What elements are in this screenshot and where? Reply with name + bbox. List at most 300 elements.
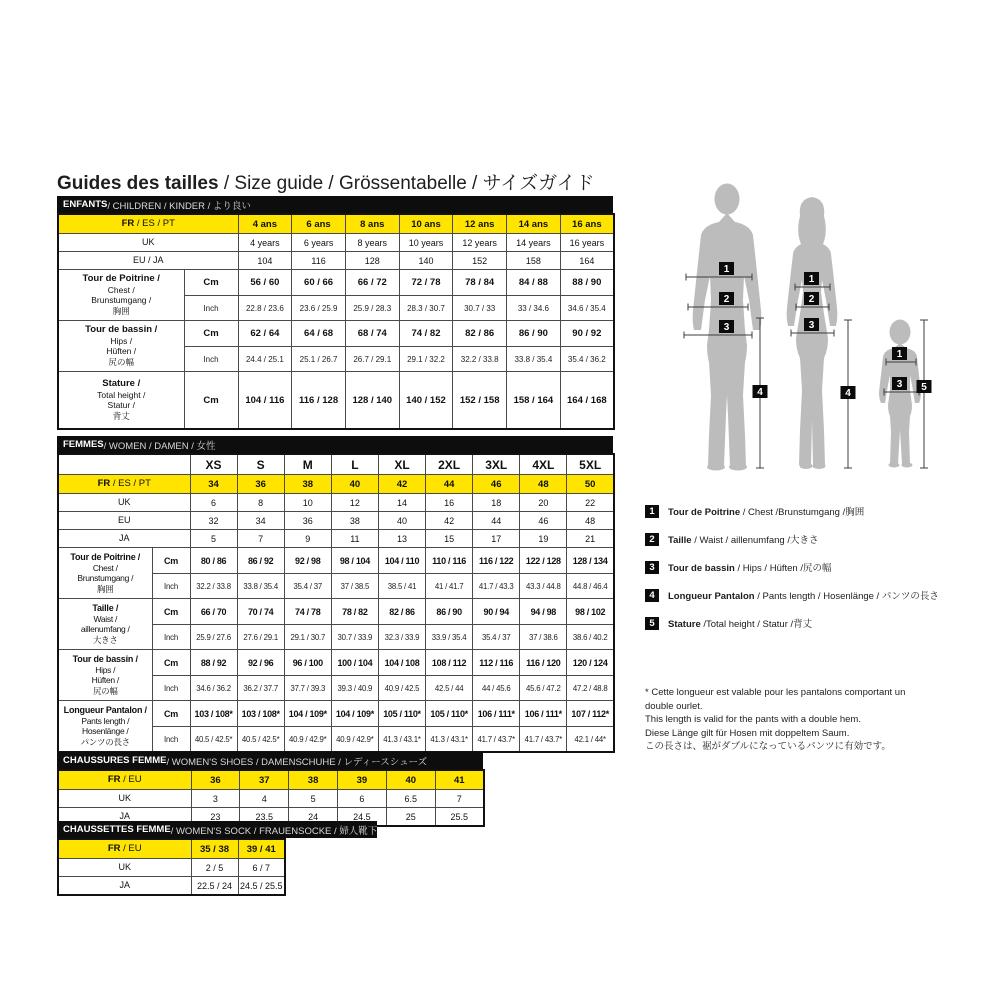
cell: 46: [520, 512, 567, 530]
cell: 41.3 / 43.1*: [426, 727, 473, 753]
marker-child-chest: [892, 347, 907, 360]
cell: 23.6 / 25.9: [292, 296, 346, 321]
cell: Inch: [152, 574, 190, 599]
women-shoes-table: [57, 769, 485, 827]
legend-number-badge: 5: [645, 617, 659, 630]
women-size-table-section: [57, 436, 615, 753]
cell: 103 / 108*: [237, 701, 284, 727]
cell: 66 / 70: [190, 599, 237, 625]
cell: 41 / 41.7: [426, 574, 473, 599]
cell: 7: [435, 790, 484, 808]
legend-item-stature: [645, 616, 975, 630]
cell: 38.6 / 40.2: [567, 625, 614, 650]
svg-text:5: 5: [921, 382, 927, 393]
cell: 72 / 78: [399, 270, 453, 296]
svg-text:1: 1: [723, 264, 730, 275]
cell: 25.9 / 27.6: [190, 625, 237, 650]
table-row: [58, 321, 614, 347]
cell: Tour de bassin / Hips / Hüften / 尻の幅: [58, 321, 184, 372]
cell: 36: [284, 512, 331, 530]
cell: 40.9 / 42.5: [378, 676, 425, 701]
cell: UK: [58, 790, 191, 808]
cell: 10 years: [399, 234, 453, 252]
cell: 24.5: [337, 808, 386, 827]
cell: 45.6 / 47.2: [520, 676, 567, 701]
cell: 78 / 84: [453, 270, 507, 296]
legend-number-badge: 1: [645, 505, 659, 518]
cell: 110 / 116: [426, 548, 473, 574]
cell: Cm: [184, 270, 238, 296]
cell: 100 / 104: [331, 650, 378, 676]
cell: 6: [190, 494, 237, 512]
cell: 13: [378, 530, 425, 548]
table-row: [58, 650, 614, 676]
footnote-line: Diese Länge gilt für Hosen mit doppeltem Saum.: [645, 727, 850, 739]
cell: [58, 454, 190, 475]
cell: 98 / 102: [567, 599, 614, 625]
cell: 34: [237, 512, 284, 530]
cell: 12: [331, 494, 378, 512]
table-row: [58, 877, 285, 896]
footnote-line: double ourlet.: [645, 700, 703, 712]
marker-woman-waist: [804, 292, 819, 305]
legend-item-pants-length: [645, 588, 975, 602]
cell: XS: [190, 454, 237, 475]
cell: 96 / 100: [284, 650, 331, 676]
cell: 29.1 / 30.7: [284, 625, 331, 650]
legend-item-waist: [645, 532, 975, 546]
cell: 4XL: [520, 454, 567, 475]
cell: 42.5 / 44: [426, 676, 473, 701]
cell: 25.5: [435, 808, 484, 827]
cell: 12 ans: [453, 214, 507, 234]
table-row: [58, 770, 484, 790]
cell: L: [331, 454, 378, 475]
cell: 44: [426, 475, 473, 494]
table-row: [58, 454, 614, 475]
svg-text:3: 3: [896, 379, 903, 390]
marker-man-hips: [719, 320, 734, 333]
cell: Cm: [184, 321, 238, 347]
children-table-title: ENFANTS: [63, 199, 108, 210]
cell: 116: [292, 252, 346, 270]
table-row: [58, 701, 614, 727]
legend-item-chest: [645, 504, 975, 518]
cell: 46: [473, 475, 520, 494]
cell: Inch: [152, 727, 190, 753]
marker-woman-chest: [804, 272, 819, 285]
cell: 24.5 / 25.5: [238, 877, 285, 896]
cell: 8: [237, 494, 284, 512]
table-row: [58, 494, 614, 512]
cell: 6 ans: [292, 214, 346, 234]
marker-man-waist: [719, 292, 734, 305]
cell: 33 / 34.6: [507, 296, 561, 321]
cell: 103 / 108*: [190, 701, 237, 727]
cell: 39.3 / 40.9: [331, 676, 378, 701]
cell: 94 / 98: [520, 599, 567, 625]
cell: 108 / 112: [426, 650, 473, 676]
cell: 36: [237, 475, 284, 494]
cell: JA: [58, 808, 191, 827]
cell: Cm: [152, 548, 190, 574]
cell: 6.5: [386, 790, 435, 808]
cell: 25.9 / 28.3: [345, 296, 399, 321]
cell: 21: [567, 530, 614, 548]
cell: Tour de bassin / Hips / Hüften / 尻の幅: [58, 650, 152, 701]
cell: Inch: [152, 676, 190, 701]
cell: 112 / 116: [473, 650, 520, 676]
cell: 86 / 92: [237, 548, 284, 574]
cell: 22.5 / 24: [191, 877, 238, 896]
cell: 40.9 / 42.9*: [284, 727, 331, 753]
cell: 7: [237, 530, 284, 548]
cell: 40: [378, 512, 425, 530]
cell: XL: [378, 454, 425, 475]
women-table-header: [57, 436, 613, 453]
cell: 37.7 / 39.3: [284, 676, 331, 701]
cell: 104 / 109*: [331, 701, 378, 727]
cell: 25: [386, 808, 435, 827]
cell: 104: [238, 252, 292, 270]
cell: 86 / 90: [426, 599, 473, 625]
women-shoes-table-section: [57, 752, 485, 827]
cell: 44 / 45.6: [473, 676, 520, 701]
cell: 2XL: [426, 454, 473, 475]
legend-number-badge: 4: [645, 589, 659, 602]
cell: 34.6 / 36.2: [190, 676, 237, 701]
cell: 44: [473, 512, 520, 530]
cell: 50: [567, 475, 614, 494]
page-title: [57, 168, 595, 195]
cell: 16 years: [560, 234, 614, 252]
cell: 14 years: [507, 234, 561, 252]
cell: 33.8 / 35.4: [507, 347, 561, 372]
cell: 40.9 / 42.9*: [331, 727, 378, 753]
cell: Cm: [184, 372, 238, 430]
cell: Longueur Pantalon / Pants length / Hosenlänge / パンツの長さ: [58, 701, 152, 753]
cell: 40.5 / 42.5*: [190, 727, 237, 753]
table-row: [58, 512, 614, 530]
svg-text:2: 2: [808, 294, 815, 305]
cell: 35.4 / 37: [473, 625, 520, 650]
cell: 38: [331, 512, 378, 530]
cell: 34: [190, 475, 237, 494]
cell: 27.6 / 29.1: [237, 625, 284, 650]
legend-number-badge: 2: [645, 533, 659, 546]
cell: 41.7 / 43.3: [473, 574, 520, 599]
cell: 38: [284, 475, 331, 494]
cell: 10: [284, 494, 331, 512]
table-row: [58, 548, 614, 574]
cell: 107 / 112*: [567, 701, 614, 727]
cell: 8 ans: [345, 214, 399, 234]
cell: 43.3 / 44.8: [520, 574, 567, 599]
table-row: [58, 372, 614, 430]
cell: JA: [58, 877, 191, 896]
cell: 82 / 86: [453, 321, 507, 347]
cell: 88 / 90: [560, 270, 614, 296]
cell: 42: [378, 475, 425, 494]
cell: 30.7 / 33.9: [331, 625, 378, 650]
cell: EU / JA: [58, 252, 238, 270]
table-row: [58, 839, 285, 859]
legend-label: Taille / Waist / aillenumfang /大きさ: [668, 535, 819, 546]
marker-man-chest: [719, 262, 734, 275]
cell: M: [284, 454, 331, 475]
page-title-main: Guides des tailles: [57, 173, 219, 194]
cell: 5XL: [567, 454, 614, 475]
table-row: [58, 599, 614, 625]
cell: 35.4 / 37: [284, 574, 331, 599]
cell: 5: [190, 530, 237, 548]
cell: 128 / 134: [567, 548, 614, 574]
page-title-rest: / Size guide / Grössentabelle / サイズガイド: [218, 173, 595, 194]
table-row: [58, 252, 614, 270]
cell: 122 / 128: [520, 548, 567, 574]
cell: FR / EU: [58, 839, 191, 859]
cell: 3: [191, 790, 240, 808]
cell: 42.1 / 44*: [567, 727, 614, 753]
cell: 37 / 38.6: [520, 625, 567, 650]
cell: 48: [520, 475, 567, 494]
cell: 33.9 / 35.4: [426, 625, 473, 650]
cell: 158 / 164: [507, 372, 561, 430]
cell: 22: [567, 494, 614, 512]
cell: 20: [520, 494, 567, 512]
marker-woman-hips: [804, 318, 819, 331]
cell: 33.8 / 35.4: [237, 574, 284, 599]
cell: 6: [337, 790, 386, 808]
cell: 152 / 158: [453, 372, 507, 430]
cell: 152: [453, 252, 507, 270]
women-socks-table-section: [57, 821, 377, 896]
cell: 37 / 38.5: [331, 574, 378, 599]
cell: 104 / 110: [378, 548, 425, 574]
cell: Cm: [152, 701, 190, 727]
child-silhouette: [879, 320, 921, 468]
women-table-title: FEMMES: [63, 439, 104, 450]
cell: 78 / 82: [331, 599, 378, 625]
women-socks-table-title: CHAUSSETTES FEMME: [63, 824, 171, 835]
svg-text:3: 3: [808, 320, 815, 331]
marker-woman-pants-length: [841, 386, 856, 399]
cell: 60 / 66: [292, 270, 346, 296]
legend-item-hips: [645, 560, 975, 574]
cell: 47.2 / 48.8: [567, 676, 614, 701]
footnote-line: この長さは、裾がダブルになっているパンツに有効です。: [645, 741, 891, 752]
cell: 25.1 / 26.7: [292, 347, 346, 372]
cell: EU: [58, 512, 190, 530]
cell: 22.8 / 23.6: [238, 296, 292, 321]
cell: S: [237, 454, 284, 475]
cell: 116 / 128: [292, 372, 346, 430]
cell: UK: [58, 859, 191, 877]
cell: Cm: [152, 599, 190, 625]
svg-text:3: 3: [723, 322, 730, 333]
svg-text:2: 2: [723, 294, 730, 305]
cell: 74 / 82: [399, 321, 453, 347]
cell: 19: [520, 530, 567, 548]
cell: 4 ans: [238, 214, 292, 234]
cell: 92 / 98: [284, 548, 331, 574]
cell: 14 ans: [507, 214, 561, 234]
cell: 35.4 / 36.2: [560, 347, 614, 372]
cell: 88 / 92: [190, 650, 237, 676]
cell: 64 / 68: [292, 321, 346, 347]
cell: 16 ans: [560, 214, 614, 234]
cell: 90 / 94: [473, 599, 520, 625]
cell: 68 / 74: [345, 321, 399, 347]
women-socks-table: [57, 838, 286, 896]
cell: 39: [337, 770, 386, 790]
legend-number-badge: 3: [645, 561, 659, 574]
cell: 164 / 168: [560, 372, 614, 430]
cell: Taille / Waist / aillenumfang / 大きさ: [58, 599, 152, 650]
cell: FR / ES / PT: [58, 475, 190, 494]
cell: 24.4 / 25.1: [238, 347, 292, 372]
legend-label: Tour de bassin / Hips / Hüften /尻の幅: [668, 563, 832, 574]
cell: 17: [473, 530, 520, 548]
table-row: [58, 270, 614, 296]
cell: 28.3 / 30.7: [399, 296, 453, 321]
cell: Inch: [184, 296, 238, 321]
cell: 38.5 / 41: [378, 574, 425, 599]
measurement-figures: [640, 180, 975, 480]
cell: 23: [191, 808, 240, 827]
children-table-subtitle: / CHILDREN / KINDER / より良い: [107, 200, 251, 212]
cell: 6 / 7: [238, 859, 285, 877]
cell: FR / EU: [58, 770, 191, 790]
measurement-legend: [645, 504, 975, 644]
cell: 18: [473, 494, 520, 512]
women-shoes-table-subtitle: / WOMEN'S SHOES / DAMENSCHUHE / レディースシューズ: [166, 756, 428, 768]
cell: 36.2 / 37.7: [237, 676, 284, 701]
women-size-table: [57, 453, 615, 753]
cell: 4: [240, 790, 289, 808]
women-shoes-table-header: [57, 752, 483, 769]
marker-child-hips: [892, 377, 907, 390]
women-socks-table-subtitle: / WOMEN'S SOCK / FRAUENSOCKE / 婦人靴下: [170, 825, 378, 837]
table-row: [58, 790, 484, 808]
cell: 40.5 / 42.5*: [237, 727, 284, 753]
cell: 48: [567, 512, 614, 530]
cell: 42: [426, 512, 473, 530]
cell: 8 years: [345, 234, 399, 252]
cell: 34.6 / 35.4: [560, 296, 614, 321]
cell: 104 / 116: [238, 372, 292, 430]
cell: 80 / 86: [190, 548, 237, 574]
cell: 62 / 64: [238, 321, 292, 347]
cell: 3XL: [473, 454, 520, 475]
cell: 106 / 111*: [473, 701, 520, 727]
cell: 5: [289, 790, 338, 808]
children-size-table-section: [57, 196, 615, 430]
cell: 41.7 / 43.7*: [520, 727, 567, 753]
cell: 41.7 / 43.7*: [473, 727, 520, 753]
cell: 70 / 74: [237, 599, 284, 625]
cell: 32.2 / 33.8: [453, 347, 507, 372]
cell: 104 / 108: [378, 650, 425, 676]
cell: 39 / 41: [238, 839, 285, 859]
cell: 32.3 / 33.9: [378, 625, 425, 650]
svg-text:4: 4: [757, 387, 763, 398]
legend-label: Stature /Total height / Statur /背丈: [668, 619, 813, 630]
table-row: [58, 475, 614, 494]
cell: 116 / 122: [473, 548, 520, 574]
cell: 11: [331, 530, 378, 548]
svg-text:4: 4: [845, 388, 851, 399]
cell: 24: [289, 808, 338, 827]
women-table-subtitle: / WOMEN / DAMEN / 女性: [103, 440, 216, 452]
marker-man-pants-length: [753, 385, 768, 398]
women-socks-table-header: [57, 821, 377, 838]
table-row: [58, 214, 614, 234]
table-row: [58, 859, 285, 877]
cell: 164: [560, 252, 614, 270]
cell: 40: [386, 770, 435, 790]
svg-text:1: 1: [896, 349, 903, 360]
cell: 128: [345, 252, 399, 270]
cell: 37: [240, 770, 289, 790]
cell: 26.7 / 29.1: [345, 347, 399, 372]
cell: 44.8 / 46.4: [567, 574, 614, 599]
cell: 90 / 92: [560, 321, 614, 347]
cell: 105 / 110*: [378, 701, 425, 727]
cell: 15: [426, 530, 473, 548]
table-row: [58, 234, 614, 252]
cell: 92 / 96: [237, 650, 284, 676]
cell: 86 / 90: [507, 321, 561, 347]
cell: Tour de Poitrine / Chest / Brunstumgang / 胸囲: [58, 270, 184, 321]
cell: 38: [289, 770, 338, 790]
cell: 66 / 72: [345, 270, 399, 296]
cell: 6 years: [292, 234, 346, 252]
children-size-table: [57, 213, 615, 430]
cell: 14: [378, 494, 425, 512]
cell: Tour de Poitrine / Chest / Brunstumgang / 胸囲: [58, 548, 152, 599]
cell: 36: [191, 770, 240, 790]
cell: 23.5: [240, 808, 289, 827]
cell: 140: [399, 252, 453, 270]
cell: 32.2 / 33.8: [190, 574, 237, 599]
cell: 82 / 86: [378, 599, 425, 625]
cell: JA: [58, 530, 190, 548]
cell: 74 / 78: [284, 599, 331, 625]
cell: 98 / 104: [331, 548, 378, 574]
cell: 116 / 120: [520, 650, 567, 676]
cell: 105 / 110*: [426, 701, 473, 727]
cell: 41.3 / 43.1*: [378, 727, 425, 753]
cell: 12 years: [453, 234, 507, 252]
cell: Inch: [152, 625, 190, 650]
cell: 10 ans: [399, 214, 453, 234]
table-row: [58, 530, 614, 548]
cell: FR / ES / PT: [58, 214, 238, 234]
svg-text:1: 1: [808, 274, 815, 285]
women-shoes-table-title: CHAUSSURES FEMME: [63, 755, 167, 766]
cell: UK: [58, 234, 238, 252]
cell: 140 / 152: [399, 372, 453, 430]
cell: 128 / 140: [345, 372, 399, 430]
cell: 32: [190, 512, 237, 530]
cell: 35 / 38: [191, 839, 238, 859]
cell: Cm: [152, 650, 190, 676]
double-hem-footnote: [645, 686, 975, 754]
footnote-line: This length is valid for the pants with a double hem.: [645, 714, 861, 725]
cell: Stature / Total height / Statur / 背丈: [58, 372, 184, 430]
cell: UK: [58, 494, 190, 512]
